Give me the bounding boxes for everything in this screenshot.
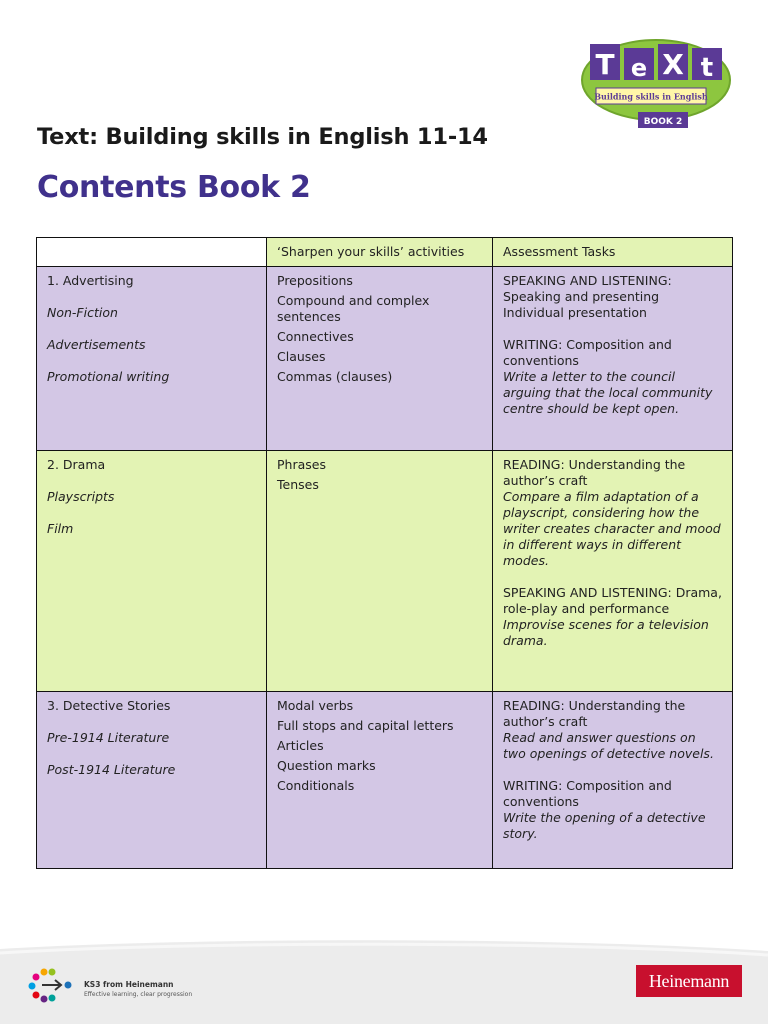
unit-title: 2. Drama [47, 457, 106, 472]
task-description: Compare a film adaptation of a playscript, considering how the writer creates character and mood in different ways in different modes. [503, 489, 721, 568]
task-heading: WRITING: Composition and conventions [503, 778, 672, 809]
skill-item: Articles [277, 738, 324, 753]
task-sub: Individual presentation [503, 305, 647, 320]
text-book-logo [578, 36, 734, 136]
unit-item: Non-Fiction [47, 305, 118, 320]
unit-item: Post-1914 Literature [47, 762, 176, 777]
header-blank-cell [37, 238, 267, 267]
table-row-advertising [37, 267, 733, 451]
unit-item: Playscripts [47, 489, 115, 504]
table-header-row [37, 238, 733, 267]
skill-item: Clauses [277, 349, 326, 364]
task-heading: WRITING: Composition and conventions [503, 337, 672, 368]
unit-title: 1. Advertising [47, 273, 134, 288]
skill-item: Full stops and capital letters [277, 718, 454, 733]
skills-cell [267, 451, 493, 692]
task-heading: READING: Understanding the author’s craft [503, 457, 686, 488]
tasks-cell [493, 692, 733, 869]
logo-book-label: BOOK 2 [643, 117, 683, 127]
task-description: Improvise scenes for a television drama. [503, 617, 709, 648]
skill-item: Prepositions [277, 273, 353, 288]
skills-cell [267, 692, 493, 869]
task-heading: SPEAKING AND LISTENING: Drama, role-play and performance [503, 585, 722, 616]
tasks-cell [493, 451, 733, 692]
task-heading: SPEAKING AND LISTENING: Speaking and presenting [503, 273, 672, 304]
svg-text:X: X [662, 48, 684, 81]
skill-item: Modal verbs [277, 698, 354, 713]
unit-item: Advertisements [47, 337, 146, 352]
skill-item: Conditionals [277, 778, 355, 793]
contents-heading: Contents Book 2 [37, 170, 311, 205]
heinemann-logo: Heinemann [636, 965, 742, 997]
table-row-detective-stories [37, 692, 733, 869]
skill-item: Tenses [277, 477, 319, 492]
header-assessment-tasks: Assessment Tasks [493, 238, 733, 267]
task-description: Read and answer questions on two openings of detective novels. [503, 730, 714, 761]
table-row-drama [37, 451, 733, 692]
unit-item: Pre-1914 Literature [47, 730, 170, 745]
svg-text:e: e [630, 54, 648, 82]
skill-item: Question marks [277, 758, 376, 773]
ks3-subtitle: Effective learning, clear progression [84, 991, 193, 998]
svg-text:t: t [700, 53, 714, 83]
skill-item: Phrases [277, 457, 326, 472]
task-heading: READING: Understanding the author’s craft [503, 698, 686, 729]
skill-item: Connectives [277, 329, 354, 344]
document-title: Text: Building skills in English 11-14 [37, 124, 488, 150]
unit-item: Film [47, 521, 74, 536]
unit-cell [37, 692, 267, 869]
header-sharpen-skills: ‘Sharpen your skills’ activities [267, 238, 493, 267]
skill-item: Compound and complex sentences [277, 293, 430, 324]
contents-table [36, 237, 733, 869]
task-description: Write the opening of a detective story. [503, 810, 706, 841]
ks3-title: KS3 from Heinemann [84, 980, 174, 989]
svg-text:T: T [595, 48, 615, 81]
task-description: Write a letter to the council arguing that the local community centre should be kept open. [503, 369, 713, 416]
skill-item: Commas (clauses) [277, 369, 393, 384]
tasks-cell [493, 267, 733, 451]
unit-item: Promotional writing [47, 369, 170, 384]
unit-cell [37, 451, 267, 692]
skills-cell [267, 267, 493, 451]
unit-title: 3. Detective Stories [47, 698, 171, 713]
logo-tagline: Building skills in English [594, 91, 708, 102]
unit-cell [37, 267, 267, 451]
